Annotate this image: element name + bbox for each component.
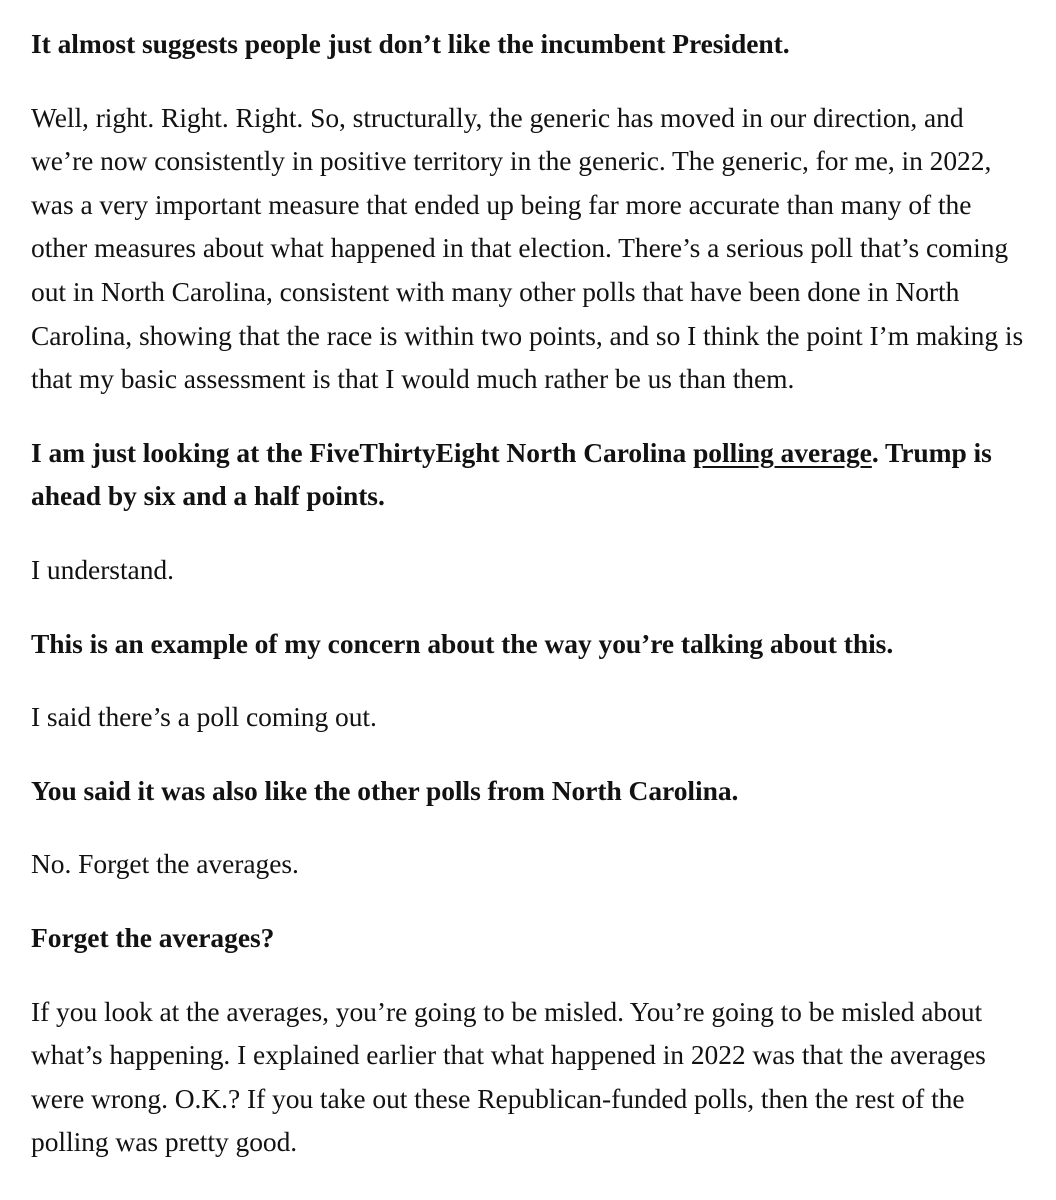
interviewer-question: [31, 431, 1026, 518]
interviewer-question: Forget the averages?: [31, 921, 275, 953]
interviewee-answer: I understand.: [31, 553, 174, 585]
polling-average-link[interactable]: polling average: [693, 436, 872, 468]
article-body: [31, 22, 1026, 1164]
question-text-after-link: . Trump is ahead by six and a half points.: [31, 436, 992, 512]
interviewee-answer: I said there’s a poll coming out.: [31, 701, 377, 733]
interviewee-answer: No. Forget the averages.: [31, 848, 299, 880]
interviewee-answer: Well, right. Right. Right. So, structurally, the generic has moved in our direction, and we’re now consistently in positive territory in the generic. The generic, for me, in 2022, was a very important measure that ended up being far more accurate than many of the other measures about what happened in that election. There’s a serious poll that’s coming out in North Carolina, consistent with many other polls that have been done in North Carolina, showing that the race is within two points, and so I think the point I’m making is that my basic assessment is that I would much rather be us than them.: [31, 101, 1024, 395]
interviewer-question: You said it was also like the other polls from North Carolina.: [31, 774, 739, 806]
interviewer-question: This is an example of my concern about the way you’re talking about this.: [31, 627, 894, 659]
interviewer-question: It almost suggests people just don’t like the incumbent President.: [31, 28, 790, 59]
interviewee-answer: If you look at the averages, you’re going to be misled. You’re going to be misled about what’s happening. I explained earlier that what happened in 2022 was that the averages were wrong. O.K.? If you take out these Republican-funded polls, then the rest of the polling was pretty good.: [31, 995, 986, 1158]
question-text-before-link: I am just looking at the FiveThirtyEight North Carolina: [31, 436, 694, 468]
